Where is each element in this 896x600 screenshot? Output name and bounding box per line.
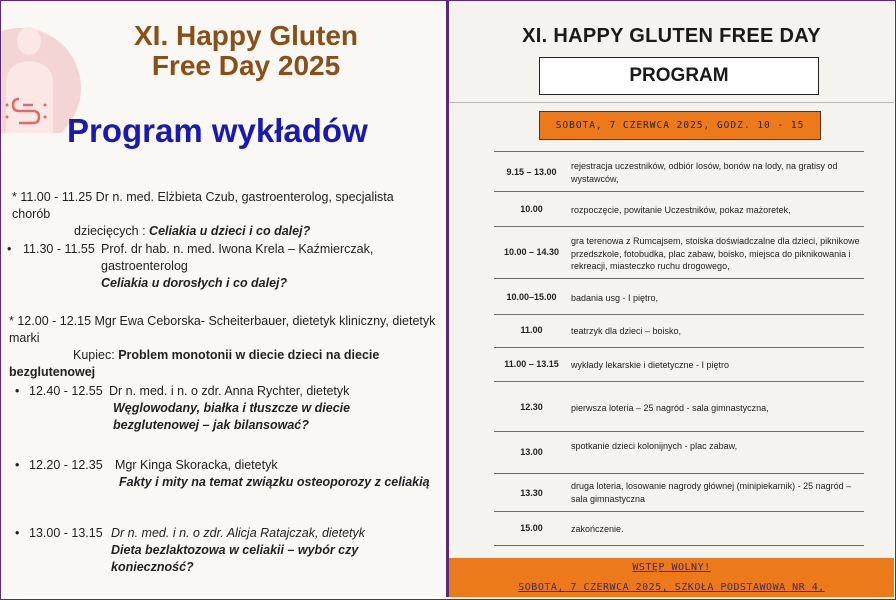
lecture-item: Prof. dr hab. n. med. Iwona Krela – Kaźmierczak, gastroenterolog Celiakia u dorosłych i co dalej? bbox=[101, 242, 374, 290]
lectures-panel bbox=[1, 1, 446, 597]
schedule-row: 10.00 – 14.30 gra terenowa z Rumcajsem, stoiska doświadczalne dla dzieci, piknikowe przedszkole, fotobudka, plac zabaw, boisko, miejsca do piknikowania i rekreacji, miasteczko ruchu drogowego, bbox=[494, 226, 864, 279]
lecture-time: 11.30 - 11.55 bbox=[23, 242, 95, 256]
schedule-row: 9.15 – 13.00 rejestracja uczestników, odbiór losów, bonów na lody, na gratisy od wystawców, bbox=[494, 151, 864, 192]
lecture-item: * 12.00 - 12.15 Mgr Ewa Ceborska- Scheiterbauer, dietetyk kliniczny, dietetyk marki Kupiec: Problem monotonii w diecie dzieci na diecie bezglutenowej bbox=[9, 314, 436, 379]
schedule-panel bbox=[449, 1, 894, 597]
date-banner: SOBOTA, 7 CZERWCA 2025, GODZ. 10 - 15 bbox=[539, 111, 821, 140]
schedule-row: 11.00 – 13.15 wykłady lekarskie i dietetyczne - I piętro bbox=[494, 347, 864, 382]
schedule-title: XI. HAPPY GLUTEN FREE DAY bbox=[522, 25, 821, 47]
lecture-bullet: • bbox=[7, 242, 12, 256]
program-label: PROGRAM bbox=[539, 57, 819, 95]
lecture-bullet: • bbox=[15, 458, 20, 472]
schedule-row: 11.00 teatrzyk dla dzieci – boisko, bbox=[494, 314, 864, 348]
schedule-row: 15.00 zakończenie. bbox=[494, 511, 864, 546]
lecture-item: Dr n. med. i n. o zdr. Alicja Ratajczak, dietetyk Dieta bezlaktozowa w celiakii – wybór czy konieczność? bbox=[111, 526, 366, 574]
lecture-bullet: • bbox=[15, 384, 20, 398]
lecture-item: * 11.00 - 11.25 Dr n. med. Elżbieta Czub, gastroenterolog, specjalista chorób dziecięcych : Celiakia u dzieci i co dalej? bbox=[12, 190, 394, 238]
lecture-bullet: • bbox=[15, 526, 20, 540]
lecture-time: 12.40 - 12.55 bbox=[29, 384, 103, 398]
divider-line bbox=[449, 102, 894, 103]
venue-text: SOBOTA, 7 CZERWCA 2025, SZKOŁA PODSTAWOWA NR 4, bbox=[518, 582, 825, 593]
lecture-item: Dr n. med. i n. o zdr. Anna Rychter, dietetyk Węglowodany, białka i tłuszcze w diecie bezglutenowej – jak bilansować? bbox=[109, 384, 351, 432]
schedule-row: 12.30 pierwsza loteria – 25 nagród - sala gimnastyczna, bbox=[494, 381, 864, 432]
schedule-row: 13.30 druga loteria, losowanie nagrody głównej (minipiekarnik) - 25 nagród – sala gimnastyczna bbox=[494, 473, 864, 512]
footer-banner bbox=[449, 558, 894, 597]
lecture-time: 12.20 - 12.35 bbox=[29, 458, 103, 472]
event-title: XI. Happy Gluten Free Day 2025 bbox=[133, 20, 359, 81]
divider-line bbox=[494, 545, 864, 546]
schedule-row: 10.00 rozpoczęcie, powitanie Uczestników, pokaz mażoretek, bbox=[494, 191, 864, 227]
lecture-time: 13.00 - 13.15 bbox=[29, 526, 103, 540]
free-entry-text: WSTĘP WOLNY! bbox=[632, 562, 711, 573]
lecture-item: Mgr Kinga Skoracka, dietetyk Fakty i mity na temat związku osteoporozy z celiakią bbox=[115, 458, 430, 489]
schedule-row: 10.00–15.00 badania usg - I piętro, bbox=[494, 278, 864, 315]
schedule-row: 13.00 spotkanie dzieci kolonijnych - plac zabaw, bbox=[494, 431, 864, 474]
program-title: Program wykładów bbox=[67, 112, 368, 149]
